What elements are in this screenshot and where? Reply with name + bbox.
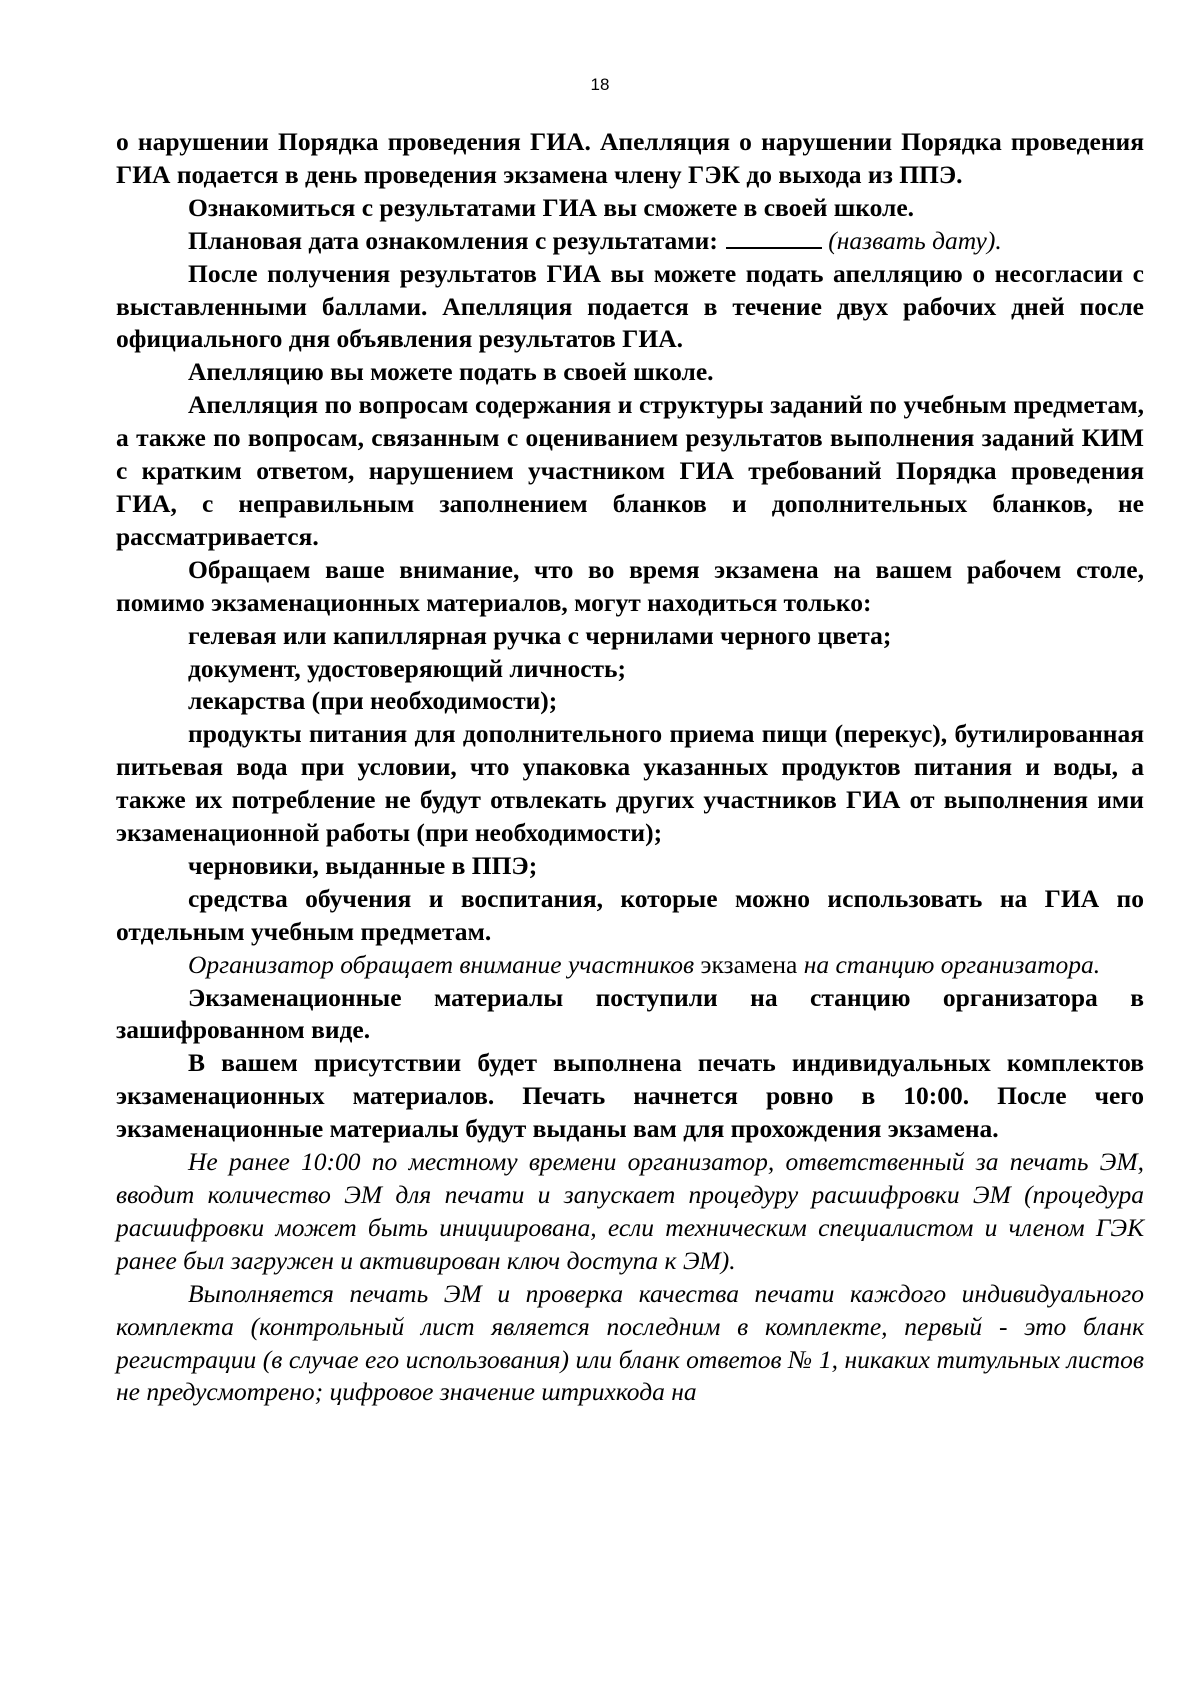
paragraph-appeal-not-considered: Апелляция по вопросам содержания и структуры заданий по учебным предметам, а также по вопросам, связанным с оцениванием результатов выполнения заданий КИМ с кратким ответом, нарушением участником ГИА требований Порядка проведения ГИА, с неправильным заполнением бланков и дополнительных бланков, не рассматривается. [116,390,1144,551]
paragraph-materials-encrypted: Экзаменационные материалы поступили на станцию организатора в зашифрованном виде. [116,982,1144,1045]
paragraph-organizer-note [116,949,1144,982]
list-item-medicine: лекарства (при необходимости); [188,686,558,716]
paragraph-print-quality-check: Выполняется печать ЭМ и проверка качества печати каждого индивидуального комплекта (контрольный лист является последним в комплекте, первый - это бланк регистрации (в случае его использования) или бланк ответов № 1, никаких титульных листов не предусмотрено; цифровое значение штрихкода на [116,1278,1144,1407]
organizer-note-part-c: на станцию организатора. [803,949,1101,979]
paragraph-desk-items-intro: Обращаем ваше внимание, что во время экзамена на вашем рабочем столе, помимо экзаменационных материалов, могут находиться только: [116,554,1144,617]
list-item-learning-aids: средства обучения и воспитания, которые можно использовать на ГИА по отдельным учебным предметам. [116,883,1144,946]
paragraph-planned-date [116,225,1144,258]
planned-date-hint: (назвать дату). [828,225,1002,255]
organizer-note-part-b: экзамена [700,949,798,979]
list-item-food-water: продукты питания для дополнительного приема пищи (перекус), бутилированная питьевая вода при условии, что упаковка указанных продуктов питания и воды, а также их потребление не будут отвлекать других участников ГИА от выполнения ими экзаменационной работы (при необходимости); [116,719,1144,848]
paragraph-appeal-school: Апелляцию вы можете подать в своей школе. [188,357,714,387]
organizer-note-part-a: Организатор обращает внимание участников [188,949,695,979]
paragraph-printing-start: В вашем присутствии будет выполнена печать индивидуальных комплектов экзаменационных материалов. Печать начнется ровно в 10:00. После чего экзаменационные материалы будут выданы вам для прохождения экзамена. [116,1048,1144,1144]
list-item-id-document: документ, удостоверяющий личность; [188,653,627,683]
paragraph-decryption-procedure: Не ранее 10:00 по местному времени организатор, ответственный за печать ЭМ, вводит количество ЭМ для печати и запускает процедуру расшифровки ЭМ (процедура расшифровки может быть инициирована, если техническим специалистом и членом ГЭК ранее был загружен и активирован ключ доступа к ЭМ). [116,1147,1144,1275]
paragraph-appeal-disagreement: После получения результатов ГИА вы можете подать апелляцию о несогласии с выставленными баллами. Апелляция подается в течение двух рабочих дней после официального дня объявления результатов ГИА. [116,258,1144,354]
document-body [116,126,1144,1409]
paragraph-appeal-violation: о нарушении Порядка проведения ГИА. Апелляция о нарушении Порядка проведения ГИА подается в день проведения экзамена члену ГЭК до выхода из ППЭ. [116,127,1144,189]
page-number: 18 [590,75,610,94]
list-item-pen: гелевая или капиллярная ручка с чернилами черного цвета; [188,620,892,650]
paragraph-results-school: Ознакомиться с результатами ГИА вы сможете в своей школе. [188,192,915,222]
planned-date-label: Плановая дата ознакомления с результатами: [188,225,718,255]
list-item-drafts: черновики, выданные в ППЭ; [188,850,538,880]
date-blank-line [726,227,822,249]
